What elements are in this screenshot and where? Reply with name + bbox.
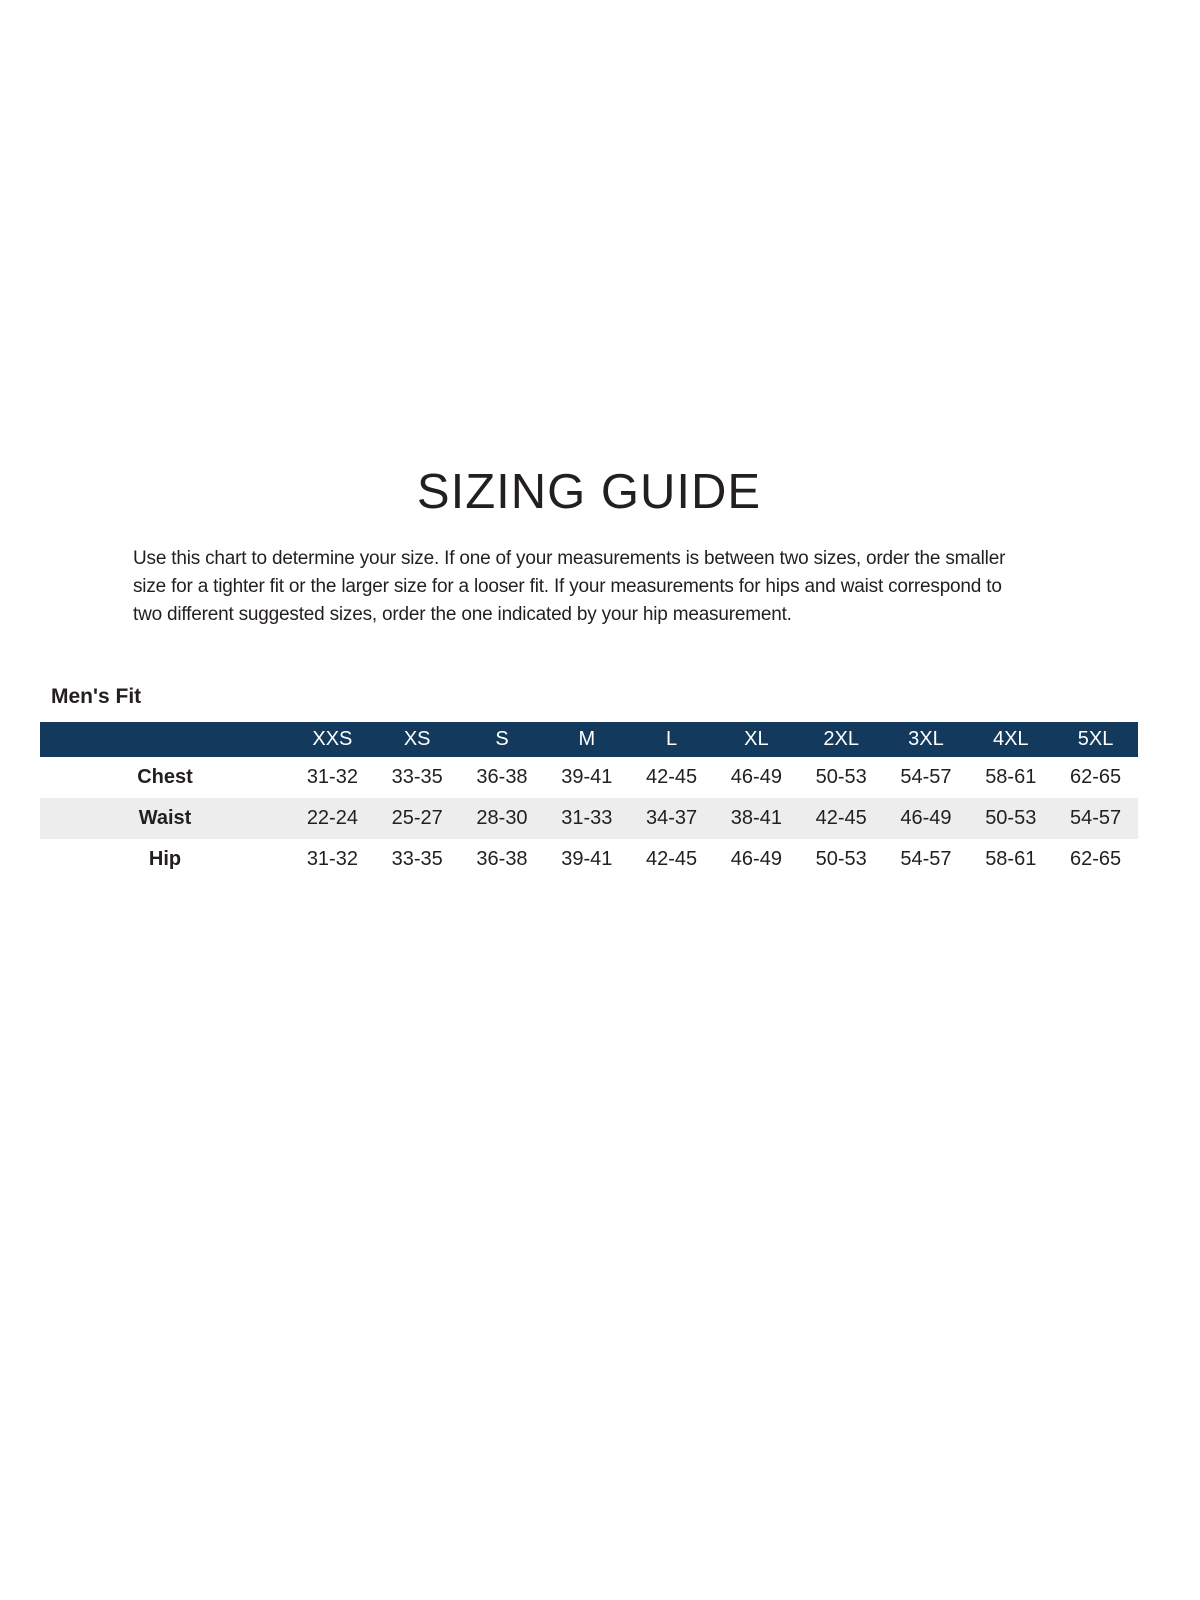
size-column-header: 4XL [968, 722, 1053, 757]
size-cell: 50-53 [815, 847, 867, 870]
size-column-header: XS [375, 722, 460, 757]
size-column-header: XXS [290, 722, 375, 757]
size-column-header: 5XL [1053, 722, 1138, 757]
size-cell: 34-37 [629, 798, 714, 839]
row-label: Waist [40, 798, 290, 839]
size-cell: 58-61 [985, 847, 1037, 870]
size-column-header: L [629, 722, 714, 757]
size-cell: 50-53 [968, 798, 1053, 839]
size-cell: 39-41 [561, 847, 613, 870]
size-column-header: 3XL [884, 722, 969, 757]
section-label-mens-fit: Men's Fit [51, 684, 142, 708]
size-cell: 33-35 [391, 765, 443, 788]
size-cell: 62-65 [1070, 847, 1122, 870]
sizing-table [40, 722, 1138, 880]
size-cell: 54-57 [900, 765, 952, 788]
size-cell: 36-38 [476, 847, 528, 870]
table-header-row [40, 722, 1138, 757]
size-cell: 42-45 [646, 847, 698, 870]
size-cell: 42-45 [646, 765, 698, 788]
size-column-header-blank [40, 722, 290, 757]
page-title: SIZING GUIDE [416, 465, 762, 519]
size-column-header: XL [714, 722, 799, 757]
sizing-guide-page [40, 0, 1138, 880]
size-cell: 42-45 [799, 798, 884, 839]
intro-text [133, 545, 1138, 629]
intro-line: two different suggested sizes, order the one indicated by your hip measurement. [133, 603, 792, 625]
size-cell: 46-49 [730, 765, 782, 788]
size-cell: 25-27 [375, 798, 460, 839]
size-cell: 28-30 [460, 798, 545, 839]
intro-line: Use this chart to determine your size. If one of your measurements is between two sizes, order the smaller [133, 547, 1006, 569]
intro-line: size for a tighter fit or the larger size for a looser fit. If your measurements for hips and waist correspond to [133, 575, 1002, 597]
size-cell: 31-32 [306, 847, 358, 870]
size-cell: 39-41 [561, 765, 613, 788]
size-cell: 38-41 [714, 798, 799, 839]
size-column-header: M [544, 722, 629, 757]
row-label: Chest [137, 765, 193, 788]
size-cell: 54-57 [1053, 798, 1138, 839]
size-cell: 62-65 [1070, 765, 1122, 788]
size-cell: 33-35 [391, 847, 443, 870]
size-cell: 31-33 [544, 798, 629, 839]
table-row-waist [40, 798, 1138, 839]
size-cell: 50-53 [815, 765, 867, 788]
size-cell: 22-24 [290, 798, 375, 839]
size-cell: 36-38 [476, 765, 528, 788]
table-row-chest [40, 757, 1138, 798]
size-cell: 58-61 [985, 765, 1037, 788]
size-cell: 31-32 [306, 765, 358, 788]
size-cell: 54-57 [900, 847, 952, 870]
size-cell: 46-49 [730, 847, 782, 870]
table-row-hip [40, 839, 1138, 880]
size-column-header: 2XL [799, 722, 884, 757]
size-cell: 46-49 [884, 798, 969, 839]
row-label: Hip [148, 847, 182, 870]
size-column-header: S [460, 722, 545, 757]
